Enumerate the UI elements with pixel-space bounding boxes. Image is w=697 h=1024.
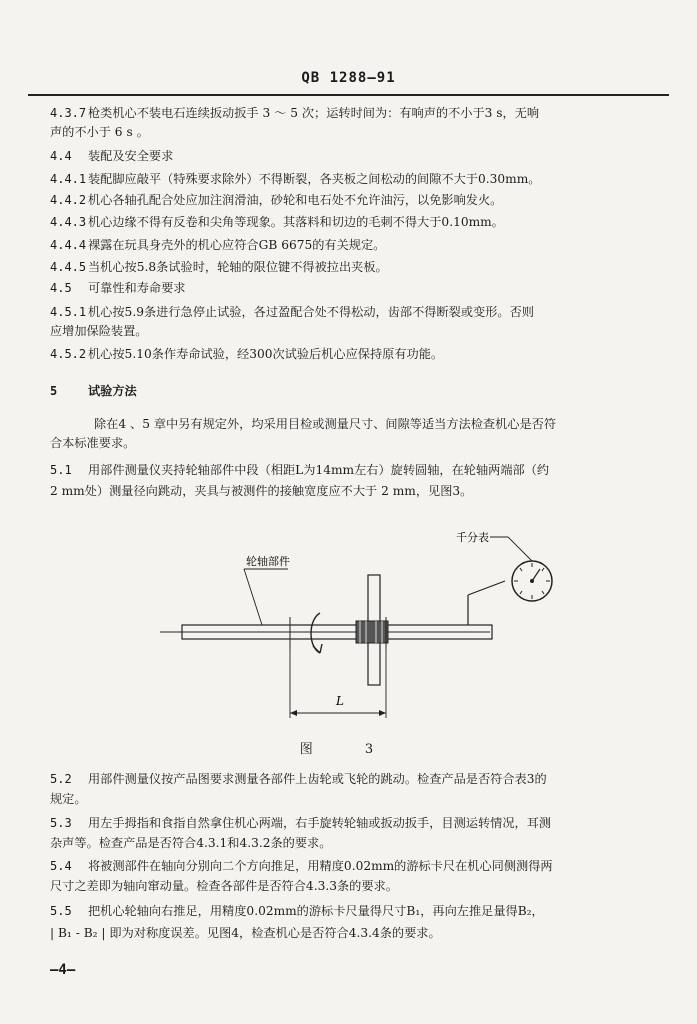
clause-line <box>50 213 504 231</box>
figure-3-diagram <box>160 525 570 735</box>
paragraph-text: 除在4 、5 章中另有规定外，均采用目检或测量尺寸、间隙等适当方法检查机心是否符 <box>94 417 557 431</box>
label-dial-gauge: 千分表 <box>456 531 489 544</box>
clause-text: 将被测部件在轴向分别向二个方向推足，用精度0.02mm的游标卡尺在机心同侧测得两 <box>88 859 553 873</box>
clause-text: 装配脚应敲平（特殊要求除外）不得断裂，各夹板之间松动的间隙不大于0.30mm。 <box>88 172 541 186</box>
clause-continuation <box>50 790 87 808</box>
clause-text: 机心按5.10条作寿命试验，经300次试验后机心应保持原有功能。 <box>88 347 444 361</box>
header-rule <box>28 94 669 96</box>
clause-text: 当机心按5.8条试验时，轮轴的限位键不得被拉出夹板。 <box>88 260 388 274</box>
clause-number: 5.4 <box>50 859 72 873</box>
standard-code-header: QB 1288—91 <box>301 70 396 86</box>
paragraph-line <box>50 434 135 452</box>
clause-number: 5.5 <box>50 904 72 918</box>
clause-continuation <box>50 482 472 500</box>
clause-line <box>50 902 544 920</box>
clause-line <box>50 345 443 363</box>
section-number: 4.4 <box>50 149 72 163</box>
clause-text: 机心按5.9条进行急停止试验，各过盈配合处不得松动，齿部不得断裂或变形。否则 <box>88 305 534 319</box>
clause-line <box>50 258 388 276</box>
rotation-arrow <box>311 613 320 653</box>
clause-number: 5.2 <box>50 772 72 786</box>
section-number: 5 <box>50 384 58 398</box>
paragraph-text: 合本标准要求。 <box>50 436 136 450</box>
clause-continuation <box>50 834 331 852</box>
clause-number: 4.4.3 <box>50 215 87 229</box>
dimension-label-L: L <box>336 694 344 708</box>
clause-line <box>50 104 539 122</box>
clause-number: 5.1 <box>50 463 72 477</box>
section-heading <box>50 147 173 165</box>
page-number: —4— <box>50 962 76 978</box>
clause-number: 4.4.5 <box>50 260 87 274</box>
clause-text: 裸露在玩具身壳外的机心应符合GB 6675的有关规定。 <box>88 238 386 252</box>
clause-continuation <box>50 123 149 141</box>
part-leader-line <box>244 569 262 625</box>
clause-text: 2 mm处）测量径向跳动，夹具与被测件的接触宽度应不大于 2 mm，见图3。 <box>50 484 473 498</box>
clause-text: 把机心轮轴向右推足，用精度0.02mm的游标卡尺量得尺寸B₁，再向左推足量得B₂， <box>88 904 544 918</box>
clause-text: 用部件测量仪按产品图要求测量各部件上齿轮或飞轮的跳动。检查产品是否符合表3的 <box>88 772 547 786</box>
section-title: 装配及安全要求 <box>88 149 174 163</box>
clause-text: 机心各轴孔配合处应加注润滑油，砂轮和电石处不允许油污，以免影响发火。 <box>88 193 503 207</box>
clause-text: 尺寸之差即为轴向窜动量。检查各部件是否符合4.3.3条的要求。 <box>50 879 398 893</box>
clause-line <box>50 236 385 254</box>
clause-number: 4.4.4 <box>50 238 87 252</box>
section-heading <box>50 279 186 297</box>
clause-number: 4.5.1 <box>50 305 87 319</box>
section-number: 4.5 <box>50 281 72 295</box>
clause-number: 4.4.1 <box>50 172 87 186</box>
clause-line <box>50 191 502 209</box>
clause-line <box>50 814 551 832</box>
clause-text: | B₁ - B₂ | 即为对称度误差。见图4，检查机心是否符合4.3.4条的要求。 <box>50 926 441 940</box>
paragraph-line <box>94 415 556 433</box>
clause-text: 应增加保险装置。 <box>50 324 148 338</box>
clause-continuation <box>50 877 398 895</box>
clause-line <box>50 303 534 321</box>
clause-text: 用左手拇指和食指自然拿住机心两端，右手旋转轮轴或扳动扳手，目测运转情况，耳测 <box>88 816 552 830</box>
clause-number: 4.5.2 <box>50 347 87 361</box>
clause-line <box>50 857 553 875</box>
section-heading <box>50 382 137 400</box>
figure-caption: 图 3 <box>299 742 398 757</box>
clause-text: 规定。 <box>50 792 87 806</box>
section-title: 试验方法 <box>88 384 137 398</box>
clause-continuation <box>50 322 148 340</box>
gear-teeth <box>356 621 388 643</box>
clause-line <box>50 170 540 188</box>
label-shaft-part: 轮轴部件 <box>246 555 290 568</box>
clause-line <box>50 461 549 479</box>
clause-number: 4.4.2 <box>50 193 87 207</box>
clause-number: 4.3.7 <box>50 106 87 120</box>
clause-text: 用部件测量仪夹持轮轴部件中段（相距L为14mm左右）旋转圆轴，在轮轴两端部（约 <box>88 463 550 477</box>
clause-text: 枪类机心不装电石连续扳动扳手 3 ～ 5 次；运转时间为：有响声的不小于3 s，无响 <box>88 106 540 120</box>
clause-continuation <box>50 924 441 942</box>
clause-number: 5.3 <box>50 816 72 830</box>
section-title: 可靠性和寿命要求 <box>88 281 186 295</box>
clause-text: 杂声等。检查产品是否符合4.3.1和4.3.2条的要求。 <box>50 836 332 850</box>
clause-line <box>50 770 547 788</box>
clause-text: 机心边缘不得有反卷和尖角等现象。其落料和切边的毛刺不得大于0.10mm。 <box>88 215 504 229</box>
clause-text: 声的不小于 6 s 。 <box>50 125 149 139</box>
